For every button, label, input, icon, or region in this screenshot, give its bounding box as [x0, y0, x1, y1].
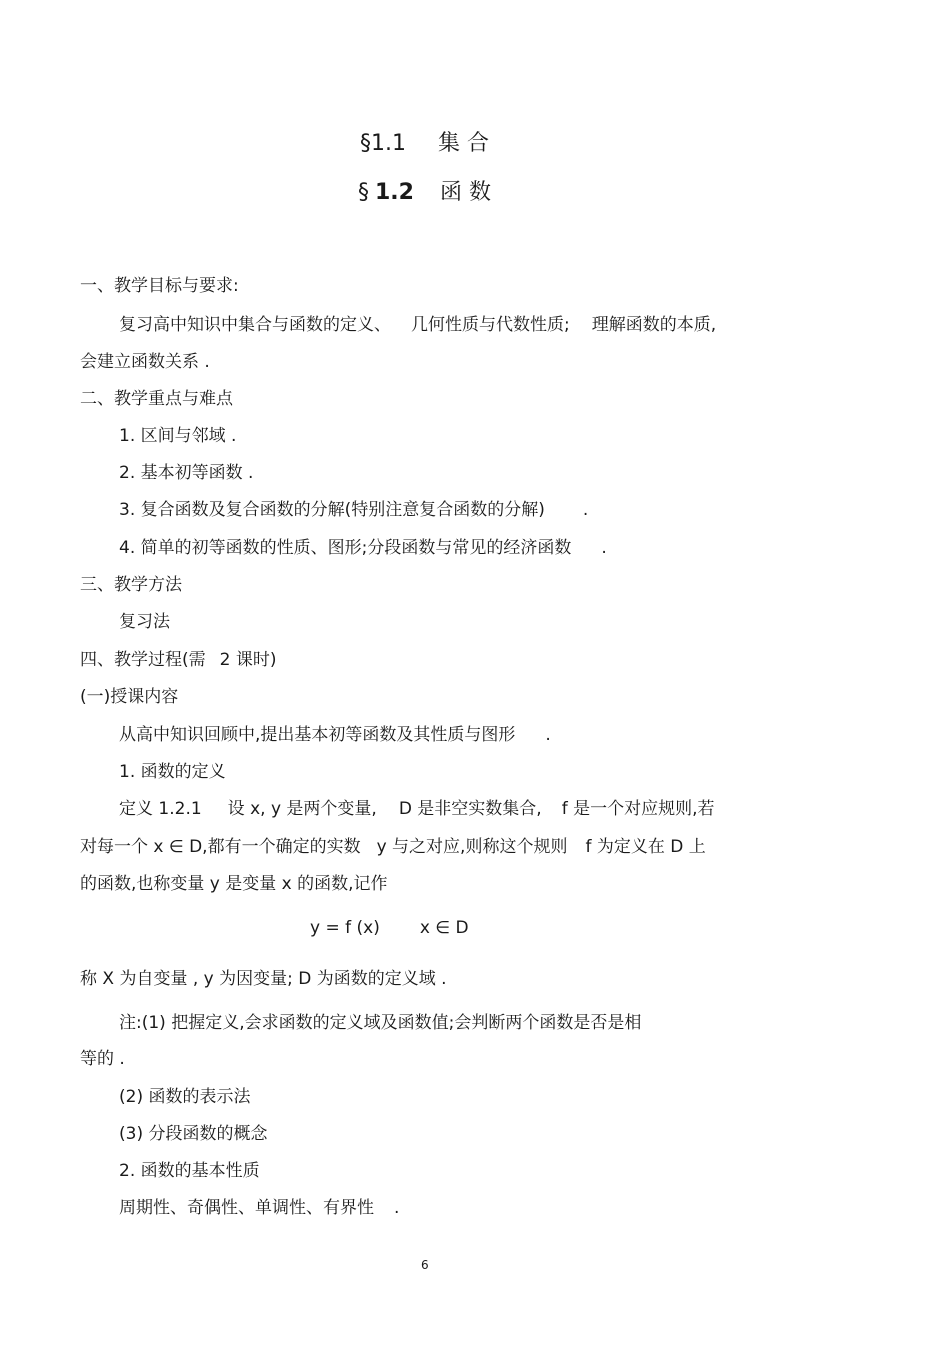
text-segment: 几何性质与代数性质;: [411, 315, 570, 335]
list-item-4: [119, 537, 607, 559]
list-item-2: 2. 基本初等函数 .: [119, 463, 254, 483]
properties-list: [119, 1197, 399, 1219]
subheading-content: (一)授课内容: [80, 687, 179, 707]
text-segment: .: [601, 538, 607, 558]
text-segment: 从高中知识回顾中,提出基本初等函数及其性质与图形: [119, 725, 516, 745]
list-item-3: [119, 499, 588, 521]
text-segment: 四、教学过程(需: [80, 650, 206, 670]
section-title-1-1: [360, 130, 489, 158]
text-segment: 4. 简单的初等函数的性质、图形;分段函数与常见的经济函数: [119, 538, 572, 558]
text-segment: 周期性、奇偶性、单调性、有界性: [119, 1198, 374, 1218]
intro-text: [119, 724, 551, 746]
method-text: 复习法: [119, 612, 170, 632]
page-number: 6: [421, 1258, 429, 1272]
list-item-1: 1. 区间与邻域 .: [119, 426, 237, 446]
section-title-1-2: [358, 179, 491, 207]
goals-paragraph-line2: 会建立函数关系 .: [80, 352, 210, 372]
text-segment: 理解函数的本质,: [591, 315, 717, 335]
heading-process: [80, 649, 277, 671]
heading-methods: 三、教学方法: [80, 575, 182, 595]
text-segment: f 是一个对应规则,若: [561, 799, 715, 819]
note-item-2: (2) 函数的表示法: [119, 1087, 251, 1107]
title-section-sign: §: [358, 180, 369, 205]
note-item-3: (3) 分段函数的概念: [119, 1124, 268, 1144]
text-segment: .: [394, 1198, 400, 1218]
text-segment: y 与之对应,则称这个规则: [376, 837, 568, 857]
text-segment: 复习高中知识中集合与函数的定义、: [119, 315, 391, 335]
text-segment: 对每一个 x ∈ D,都有一个确定的实数: [80, 837, 361, 857]
properties-title: 2. 函数的基本性质: [119, 1161, 260, 1181]
title-number: 1.2: [375, 180, 414, 205]
text-segment: 2 课时): [219, 650, 277, 670]
text-segment: .: [545, 725, 551, 745]
text-segment: .: [582, 500, 589, 520]
goals-paragraph-line1: [119, 314, 716, 336]
title-number: §1.1: [360, 131, 406, 156]
definition-title: 1. 函数的定义: [119, 762, 226, 782]
title-text: 函 数: [439, 180, 491, 205]
note-line1: 注:(1) 把握定义,会求函数的定义域及函数值;会判断两个函数是否是相: [119, 1013, 642, 1033]
heading-goals: 一、教学目标与要求:: [80, 276, 239, 296]
title-text: 集 合: [438, 131, 489, 156]
text-segment: D 是非空实数集合,: [398, 799, 542, 819]
definition-line4: 称 X 为自变量 , y 为因变量; D 为函数的定义域 .: [80, 969, 447, 989]
text-segment: 定义 1.2.1: [119, 799, 202, 819]
definition-line2: [80, 836, 706, 858]
definition-line3: 的函数,也称变量 y 是变量 x 的函数,记作: [80, 874, 388, 894]
formula-domain: x ∈ D: [419, 918, 469, 938]
heading-key-points: 二、教学重点与难点: [80, 389, 233, 409]
note-line2: 等的 .: [80, 1049, 125, 1069]
text-segment: 设 x, y 是两个变量,: [227, 799, 377, 819]
definition-line1: [119, 798, 715, 820]
text-segment: 3. 复合函数及复合函数的分解(特别注意复合函数的分解): [119, 500, 545, 520]
text-segment: f 为定义在 D 上: [585, 837, 706, 857]
function-formula: [310, 917, 469, 939]
formula-expression: y = f (x): [310, 918, 380, 938]
